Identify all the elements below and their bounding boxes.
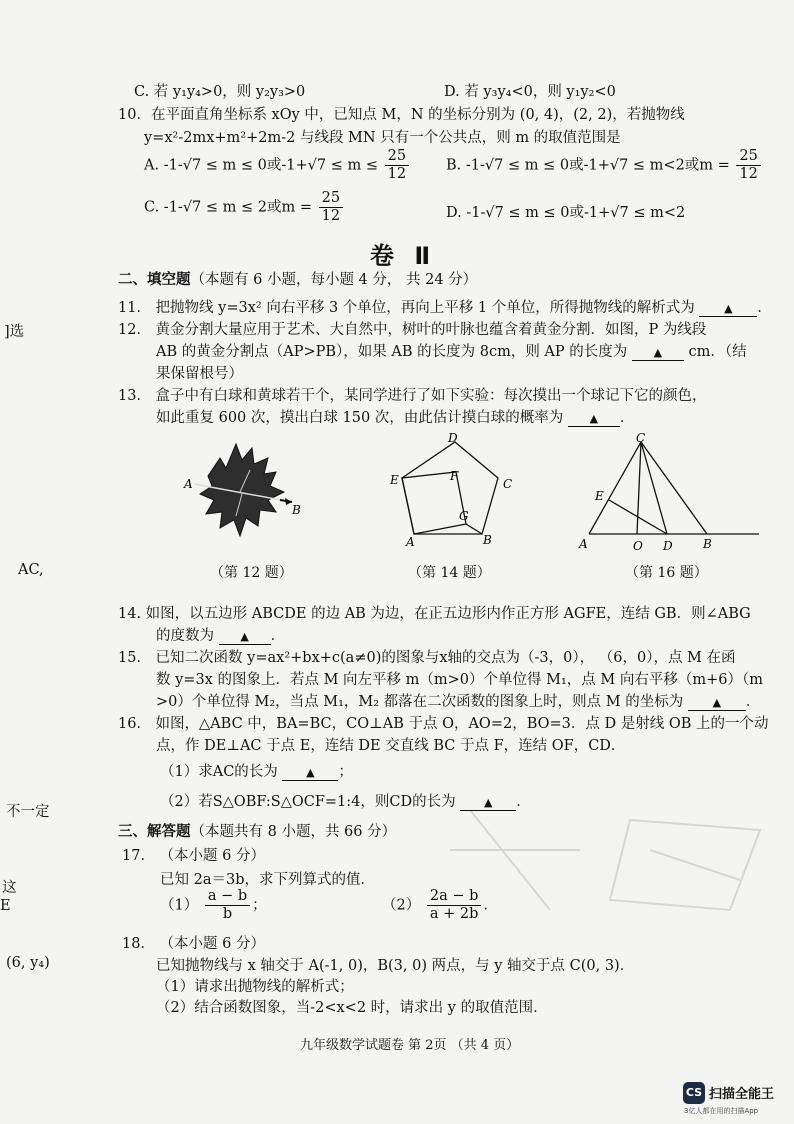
q16-sub2: （2）若S△OBF:S△OCF=1:4，则CD的长为 ▲ ． <box>160 794 531 810</box>
q10-option-a: A. -1-√7 ≤ m ≤ 0或-1+√7 ≤ m ≤ $\frac{25}{12}$ <box>144 148 411 183</box>
caption-fig-16: （第 16 题） <box>625 565 708 581</box>
answer-blank: ▲ <box>282 766 338 781</box>
volume-heading: 卷 Ⅱ <box>370 242 437 270</box>
label-A: A <box>184 477 193 491</box>
scanner-logo-icon: CS <box>683 1082 705 1104</box>
q12-line2: AB 的黄金分割点（AP>PB），如果 AB 的长度为 8cm，则 AP 的长度为 ▲ cm．（结 <box>156 344 747 360</box>
q16-line2: 点，作 DE⊥AC 于点 E，连结 DE 交直线 BC 于点 F，连结 OF，CD． <box>156 738 626 754</box>
q12-line1: 12． 黄金分割大量应用于艺术、大自然中，树叶的叶脉也蕴含着黄金分割．如图，P 为线段 <box>118 322 707 338</box>
q14-line1: 14. 如图，以五边形 ABCDE 的边 AB 为边，在正五边形内作正方形 AGFE，连结 GB．则∠ABG <box>118 606 751 622</box>
fraction: $\frac{a - b}{b}$ <box>205 888 250 923</box>
caption-fig-14: （第 14 题） <box>408 565 491 581</box>
section-2-heading: 二、填空题（本题有 6 小题，每小题 4 分， 共 24 分） <box>118 271 478 288</box>
scanner-name: 扫描全能王 <box>709 1087 775 1102</box>
label-D: D <box>448 431 458 445</box>
fraction: $\frac{25}{12}$ <box>385 148 409 183</box>
q17-stem: 已知 2a＝3b，求下列算式的值． <box>160 872 375 888</box>
label-C: C <box>503 477 513 491</box>
q17-head: 17． （本小题 6 分） <box>122 848 266 864</box>
q17-part1: （1） $\frac{a - b}{b}$ ； <box>160 888 267 922</box>
q10-option-b: B. -1-√7 ≤ m ≤ 0或-1+√7 ≤ m<2或m = $\frac{25}{12}$ <box>446 148 763 183</box>
fraction: $\frac{25}{12}$ <box>736 148 760 183</box>
label-B: B <box>483 533 492 547</box>
q16-sub1: （1）求AC的长为 ▲ ； <box>160 764 353 780</box>
margin-text-1: ]选 <box>4 324 25 340</box>
page-footer: 九年级数学试题卷 第 2页 （共 4 页） <box>300 1038 520 1053</box>
q15-line2: 数 y=3x 的图象上．若点 M 向左平移 m（m>0）个单位得 M₁，点 M 向右平移（m+6）（m <box>156 672 763 688</box>
figure-14-pentagon <box>386 430 521 550</box>
margin-text-4: 这 <box>2 880 17 896</box>
label-O: O <box>633 539 643 553</box>
label-E: E <box>595 489 604 503</box>
q16-line1: 16． 如图，△ABC 中，BA=BC，CO⊥AB 于点 O，AO=2，BO=3．点 D 是射线 OB 上的一个动 <box>118 716 769 732</box>
q13-line1: 13． 盒子中有白球和黄球若干个，某同学进行了如下实验：每次摸出一个球记下它的颜色， <box>118 388 707 404</box>
scanner-tagline: 3亿人都在用的扫描App <box>684 1107 759 1115</box>
figure-12-leaf <box>180 440 310 540</box>
q9-option-c: C. 若 y₁y₄>0，则 y₂y₃>0 <box>134 84 306 100</box>
label-B: B <box>703 537 712 551</box>
answer-blank: ▲ <box>699 302 757 317</box>
margin-text-5: E <box>0 898 11 914</box>
q11: 11． 把抛物线 y=3x² 向右平移 3 个单位，再向上平移 1 个单位，所得抛物线的解析式为 ▲ ． <box>118 300 772 316</box>
label-A: A <box>406 535 415 549</box>
caption-fig-12: （第 12 题） <box>210 565 293 581</box>
answer-blank: ▲ <box>460 796 516 811</box>
answer-blank: ▲ <box>568 412 620 427</box>
q9-option-d: D. 若 y₃y₄<0，则 y₁y₂<0 <box>444 84 616 100</box>
q10-line2: y=x²-2mx+m²+2m-2 与线段 MN 只有一个公共点，则 m 的取值范围是 <box>144 130 621 146</box>
q15-line3: >0）个单位得 M₂，当点 M₁，M₂ 都落在二次函数的图象上时，则点 M 的坐标为 ▲ ． <box>156 694 761 710</box>
q18-line1: 已知抛物线与 x 轴交于 A(-1, 0)，B(3, 0) 两点，与 y 轴交于点 C(0, 3)． <box>156 958 635 974</box>
label-A: A <box>579 537 588 551</box>
answer-blank: ▲ <box>219 630 271 645</box>
answer-blank: ▲ <box>688 696 746 711</box>
q18-line2: （1）请求出抛物线的解析式； <box>156 979 354 995</box>
q15-line1: 15． 已知二次函数 y=ax²+bx+c(a≠0)的图象与x轴的交点为（-3，0）， （6，0），点 M 在函 <box>118 650 736 666</box>
label-F: F <box>450 469 459 483</box>
q13-line2: 如此重复 600 次，摸出白球 150 次，由此估计摸白球的概率为 ▲ ． <box>156 410 635 426</box>
margin-text-6: (6, y₄) <box>6 955 50 971</box>
label-D: D <box>663 539 673 553</box>
q14-line2: 的度数为 ▲ ． <box>156 628 286 644</box>
q18-head: 18． （本小题 6 分） <box>122 936 266 952</box>
q10-option-d: D. -1-√7 ≤ m ≤ 0或-1+√7 ≤ m<2 <box>446 205 686 221</box>
fraction: $\frac{25}{12}$ <box>319 190 343 225</box>
margin-text-2: AC, <box>18 562 44 578</box>
section-3-heading: 三、解答题（本题共有 8 小题，共 66 分） <box>118 823 397 840</box>
answer-blank: ▲ <box>632 346 684 361</box>
figure-16-triangle <box>575 430 765 555</box>
q10-line1: 10．在平面直角坐标系 xOy 中，已知点 M，N 的坐标分别为 (0, 4)，(2, 2)，若抛物线 <box>118 107 685 123</box>
fraction: $\frac{2a - b}{a + 2b}$ <box>427 888 482 923</box>
label-G: G <box>459 509 469 523</box>
q18-line3: （2）结合函数图象，当-2<x<2 时，请求出 y 的取值范围． <box>156 1000 548 1016</box>
q12-line3: 果保留根号） <box>156 366 243 382</box>
label-C: C <box>636 431 646 445</box>
label-B: B <box>292 503 301 517</box>
q10-option-c: C. -1-√7 ≤ m ≤ 2或m = $\frac{25}{12}$ <box>144 190 345 225</box>
q17-part2: （2） $\frac{2a - b}{a + 2b}$ ． <box>382 888 498 922</box>
label-E: E <box>390 473 399 487</box>
margin-text-3: 不一定 <box>6 804 50 820</box>
